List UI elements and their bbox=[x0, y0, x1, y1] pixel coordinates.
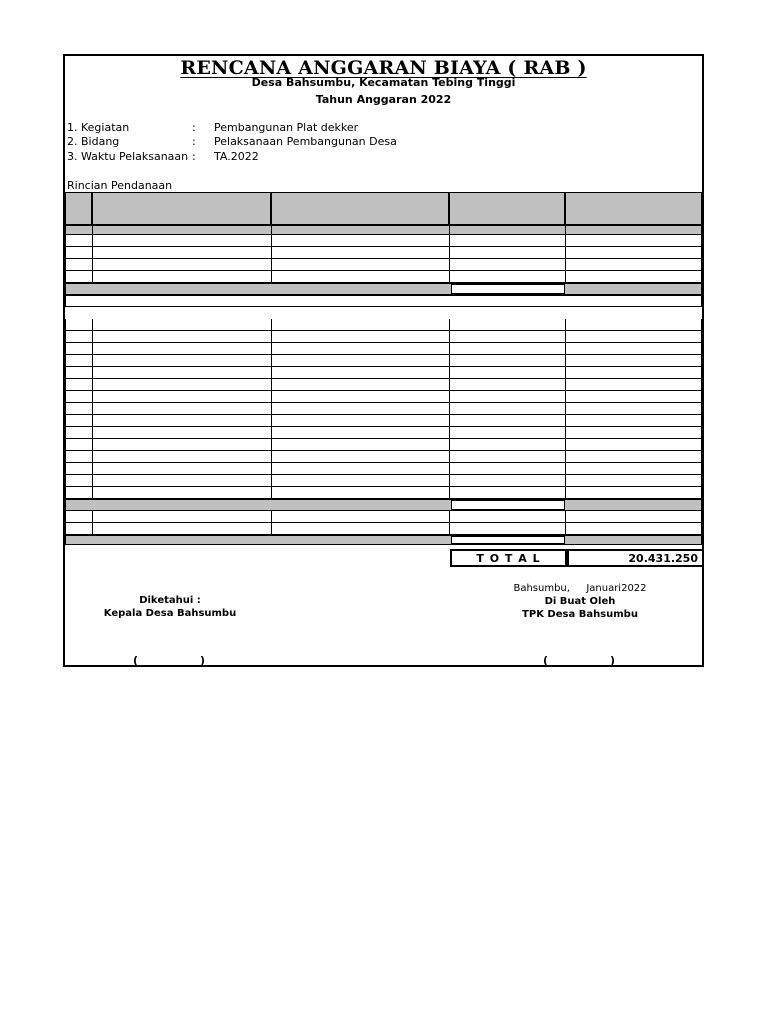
document-title: RENCANA ANGGARAN BIAYA ( RAB ) bbox=[180, 57, 587, 79]
table-header-cell bbox=[565, 192, 702, 225]
document-subtitle: Desa Bahsumbu, Kecamatan Tebing Tinggi bbox=[251, 76, 516, 89]
subtotal-band bbox=[65, 283, 702, 295]
table-row bbox=[65, 415, 702, 427]
column-divider bbox=[565, 511, 566, 535]
table-header-cell bbox=[92, 192, 271, 225]
rab-sheet bbox=[63, 54, 704, 667]
table-header-cell bbox=[65, 192, 92, 225]
table-row bbox=[65, 523, 702, 535]
signature-left-line1: Diketahui : bbox=[139, 595, 201, 606]
info-value: Pembangunan Plat dekker bbox=[214, 121, 359, 134]
table-row bbox=[65, 427, 702, 439]
info-colon: : bbox=[192, 135, 196, 148]
total-label-box bbox=[450, 549, 567, 567]
column-divider bbox=[449, 319, 450, 499]
column-divider bbox=[565, 235, 566, 283]
column-divider bbox=[92, 511, 93, 535]
column-divider bbox=[65, 235, 66, 283]
signature-right-line1: Di Buat Oleh bbox=[544, 596, 616, 607]
column-divider bbox=[92, 319, 93, 499]
table-row bbox=[65, 379, 702, 391]
grand-subtotal-band bbox=[65, 535, 702, 545]
signature-line bbox=[138, 656, 200, 667]
column-divider bbox=[701, 511, 702, 535]
subtotal-cell bbox=[451, 536, 565, 544]
total-label: T O T A L bbox=[476, 551, 541, 565]
signature-right bbox=[485, 583, 675, 620]
table-row bbox=[65, 451, 702, 463]
paren-open: ( bbox=[543, 654, 549, 667]
table-row bbox=[65, 439, 702, 451]
column-divider bbox=[449, 511, 450, 535]
signature-line bbox=[548, 656, 610, 667]
table-row bbox=[65, 511, 702, 523]
info-row-bidang bbox=[65, 135, 665, 149]
entry-underline bbox=[95, 246, 213, 247]
table-header-cell bbox=[449, 192, 565, 225]
column-divider bbox=[701, 235, 702, 283]
section-label: Rincian Pendanaan bbox=[67, 179, 173, 192]
table-row bbox=[65, 391, 702, 403]
column-divider bbox=[449, 225, 450, 235]
signature-left-blank bbox=[133, 654, 205, 667]
table-header-cell bbox=[271, 192, 449, 225]
info-value: Pelaksanaan Pembangunan Desa bbox=[214, 135, 397, 148]
table-row bbox=[65, 319, 702, 331]
column-divider bbox=[92, 235, 93, 283]
column-divider bbox=[449, 235, 450, 283]
paren-close: ) bbox=[200, 654, 206, 667]
info-label: 3. Waktu Pelaksanaan bbox=[67, 150, 189, 163]
budget-year: Tahun Anggaran 2022 bbox=[315, 93, 452, 106]
column-divider bbox=[565, 319, 566, 499]
paren-open: ( bbox=[133, 654, 139, 667]
table-subheader-band bbox=[65, 225, 702, 235]
column-divider bbox=[271, 319, 272, 499]
column-divider bbox=[271, 225, 272, 235]
signature-place: Bahsumbu, bbox=[513, 583, 570, 594]
info-label: 2. Bidang bbox=[67, 135, 120, 148]
signature-left bbox=[95, 595, 245, 619]
signature-left-line2: Kepala Desa Bahsumbu bbox=[103, 608, 237, 619]
table-row bbox=[65, 475, 702, 487]
column-divider bbox=[92, 225, 93, 235]
subtotal-cell bbox=[451, 500, 565, 510]
column-divider bbox=[701, 319, 702, 499]
signature-right-line2: TPK Desa Bahsumbu bbox=[522, 609, 638, 620]
budget-table bbox=[65, 192, 702, 552]
info-value: TA.2022 bbox=[214, 150, 259, 163]
info-row-kegiatan bbox=[65, 121, 665, 135]
info-colon: : bbox=[192, 121, 196, 134]
spacer-row bbox=[65, 295, 702, 307]
column-divider bbox=[565, 225, 566, 235]
subtotal-cell bbox=[451, 284, 565, 294]
paren-close: ) bbox=[610, 654, 616, 667]
table-row bbox=[65, 487, 702, 499]
column-divider bbox=[65, 511, 66, 535]
subtotal-band bbox=[65, 499, 702, 511]
total-value: 20.431.250 bbox=[628, 551, 698, 565]
info-colon: : bbox=[192, 150, 196, 163]
table-row bbox=[65, 331, 702, 343]
table-row bbox=[65, 355, 702, 367]
table-row bbox=[65, 463, 702, 475]
table-row bbox=[65, 367, 702, 379]
column-divider bbox=[271, 235, 272, 283]
table-row bbox=[65, 247, 702, 259]
signature-right-blank bbox=[543, 654, 615, 667]
table-row bbox=[65, 259, 702, 271]
table-row bbox=[65, 271, 702, 283]
info-label: 1. Kegiatan bbox=[67, 121, 130, 134]
info-row-waktu bbox=[65, 150, 665, 164]
table-row bbox=[65, 343, 702, 355]
signature-date: Januari2022 bbox=[586, 583, 647, 594]
table-row bbox=[65, 403, 702, 415]
total-value-box bbox=[567, 549, 704, 567]
column-divider bbox=[271, 511, 272, 535]
column-divider bbox=[65, 319, 66, 499]
